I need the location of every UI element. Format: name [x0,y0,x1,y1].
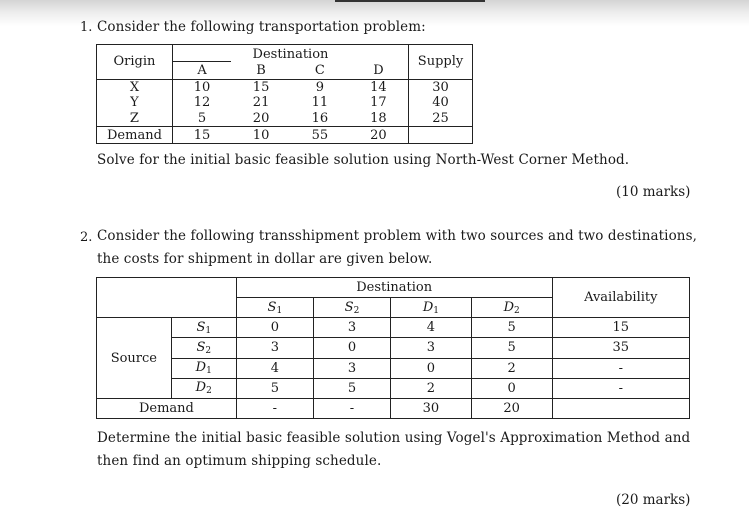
cost-cell: 9 [291,79,349,95]
corner-empty [97,298,237,318]
cost-cell: 3 [236,338,313,358]
cost-cell: 0 [471,378,552,398]
supply-cell: 30 [409,79,473,95]
availability-header: Availability [552,278,689,318]
question-2-intro-line1: Consider the following transshipment problem with two sources and two destinations, [97,228,698,244]
column-sub: 1 [433,305,439,316]
demand-cell: 20 [349,127,409,144]
table-row [97,338,690,358]
row-base: S [196,339,206,355]
destination-header: Destination [236,278,552,298]
column-header-s2 [313,298,390,318]
cost-cell: 20 [252,110,270,126]
supply-cell: 40 [409,95,473,111]
cost-cell: 5 [236,378,313,398]
question-1-number: 1. [80,20,93,35]
cost-cell: 5 [197,110,207,126]
availability-cell: 35 [552,338,689,358]
cost-cell: 17 [370,95,387,111]
demand-cell: 20 [471,398,552,418]
column-base: D [503,299,515,315]
cost-cell: 0 [236,318,313,338]
cost-cell: 2 [391,378,472,398]
demand-supply-empty [409,127,473,144]
row-label: Z [97,111,173,127]
row-label: Y [97,95,173,111]
availability-cell: 15 [552,318,689,338]
column-header: C [314,62,325,78]
column-sub: 2 [353,305,360,316]
availability-cell: - [552,358,689,378]
top-edge-bar [335,0,485,2]
table-row [97,79,473,95]
transportation-table [96,44,473,144]
column-base: S [344,299,354,315]
row-header-d2 [171,378,236,398]
row-sub: 1 [205,325,212,336]
demand-cell: 30 [391,398,472,418]
cost-cell: 4 [236,358,313,378]
row-sub: 2 [206,386,212,397]
cost-cell: 18 [370,110,387,126]
row-header-d1 [171,358,236,378]
demand-row [97,398,690,418]
row-base: S [196,319,206,335]
row-sub: 2 [205,345,212,356]
column-sub: 1 [276,305,283,316]
demand-cell: 15 [172,127,231,144]
demand-cell: 55 [291,127,349,144]
table-row [97,318,690,338]
question-1-marks: (10 marks) [616,184,691,200]
cost-cell: 21 [252,95,270,111]
demand-label: Demand [97,398,237,418]
demand-cell: - [236,398,313,418]
cost-cell: 12 [193,95,211,111]
demand-row [97,127,473,144]
demand-availability-empty [552,398,689,418]
table-row [97,111,473,127]
supply-cell: 25 [409,111,473,127]
cost-cell: 5 [471,318,552,338]
row-header-s2 [171,338,236,358]
question-2-instruction-line2: then find an optimum shipping schedule. [97,453,382,469]
row-base: D [195,360,207,376]
column-base: S [267,299,277,315]
cost-cell: 2 [471,358,552,378]
demand-cell: 10 [231,127,291,144]
demand-label: Demand [97,127,173,144]
cost-cell: 11 [311,95,329,111]
row-label: X [97,79,173,95]
question-2-marks: (20 marks) [616,492,691,508]
cost-cell: 15 [231,79,291,95]
row-base: D [195,380,207,396]
cost-cell: 3 [313,318,390,338]
supply-header: Supply [409,45,473,80]
cost-cell: 0 [391,358,472,378]
cost-cell: 0 [313,338,390,358]
cost-cell: 3 [391,338,472,358]
corner-empty [97,278,237,298]
demand-cell: - [313,398,390,418]
column-header: D [373,62,384,78]
column-header-s1 [236,298,313,318]
question-2-number: 2. [80,230,93,245]
cost-cell: 3 [313,358,390,378]
question-2-intro-line2: the costs for shipment in dollar are given below. [97,251,433,267]
table-row [97,358,690,378]
table-row [97,95,473,111]
column-header-d1 [391,298,472,318]
cost-cell: 14 [349,79,409,95]
row-sub: 1 [206,366,212,377]
cost-cell: 5 [313,378,390,398]
cost-cell: 10 [172,79,231,95]
origin-header: Origin [97,45,173,80]
column-sub: 2 [514,305,520,316]
row-header-s1 [171,318,236,338]
transshipment-table [96,277,690,419]
cost-cell: 4 [391,318,472,338]
availability-cell: - [552,378,689,398]
cost-cell: 16 [311,110,329,126]
column-header-d2 [471,298,552,318]
question-1-intro: Consider the following transportation problem: [97,19,426,35]
column-header: B [256,62,266,78]
destination-header: Destination [172,45,408,62]
column-header: A [172,62,231,79]
source-label: Source [97,318,172,399]
question-2-instruction-line1: Determine the initial basic feasible solution using Vogel's Approximation Method and [97,430,691,446]
column-base: D [422,299,434,315]
table-row [97,378,690,398]
cost-cell: 5 [471,338,552,358]
question-1-instruction: Solve for the initial basic feasible solution using North-West Corner Method. [97,152,630,168]
